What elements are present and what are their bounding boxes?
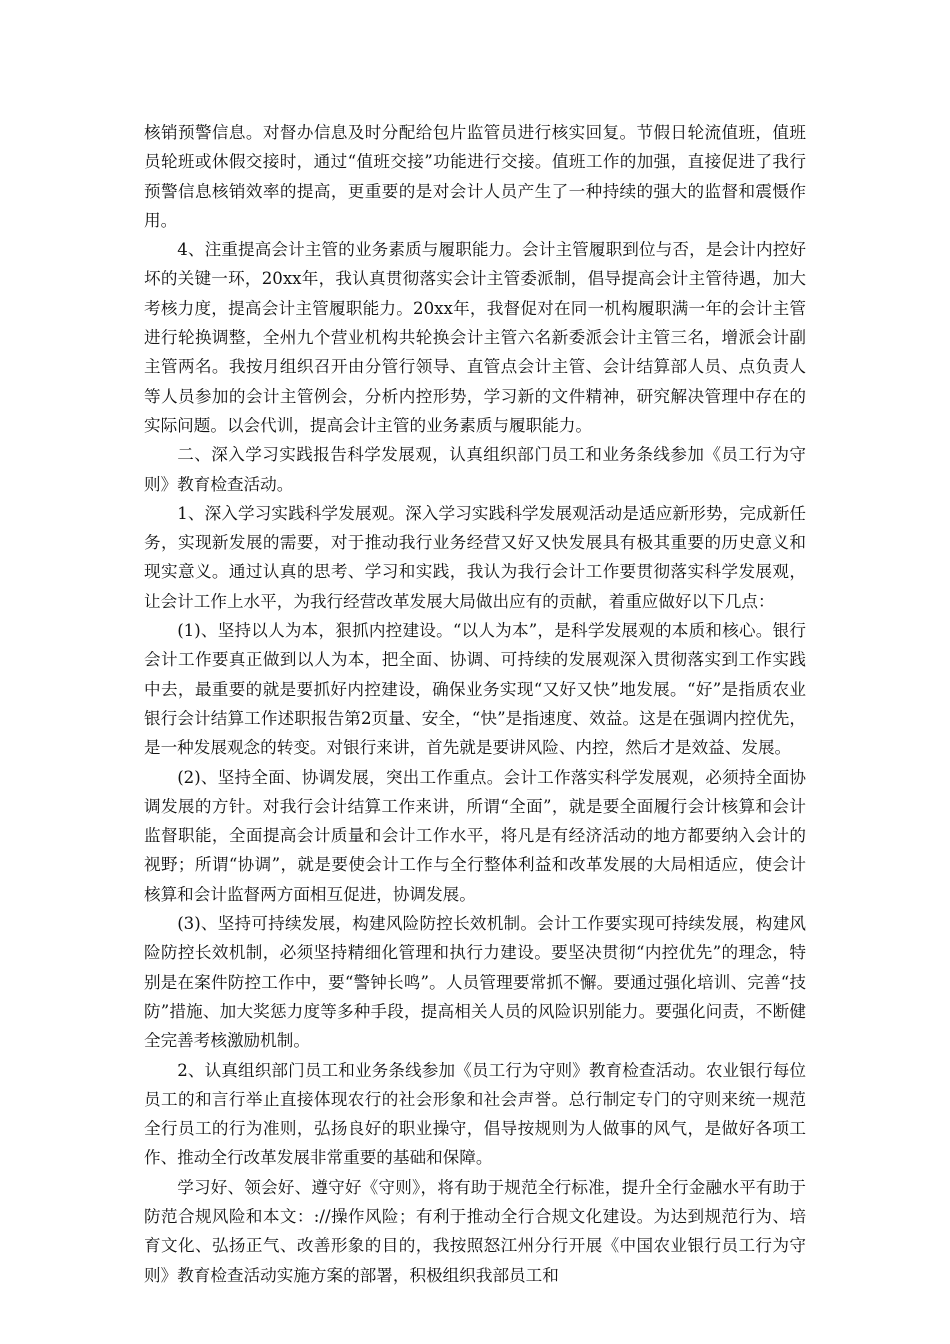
paragraph-3: 二、深入学习实践报告科学发展观，认真组织部门员工和业务条线参加《员工行为守则》教育检查活动。 [144,445,806,494]
document-body [144,118,806,1290]
paragraph-8: 2、认真组织部门员工和业务条线参加《员工行为守则》教育检查活动。农业银行每位员工的和言行举止直接体现农行的社会形象和社会声誉。总行制定专门的守则来统一规范全行员工的行为准则，弘扬良好的职业操守，倡导按规则为人做事的风气，是做好各项工作、推动全行改革发展非常重要的基础和保障。 [144,1060,806,1168]
paragraph-5: (1)、坚持以人为本，狠抓内控建设。“以人为本”，是科学发展观的本质和核心。银行会计工作要真正做到以人为本，把全面、协调、可持续的发展观深入贯彻落实到工作实践中去，最重要的就是要抓好内控建设，确保业务实现“又好又快”地发展。“好”是指质农业银行会计结算工作述职报告第2页量、安全，“快”是指速度、效益。这是在强调内控优先，是一种发展观念的转变。对银行来讲，首先就是要讲风险、内控，然后才是效益、发展。 [144,621,806,758]
paragraph-6: (2)、坚持全面、协调发展，突出工作重点。会计工作落实科学发展观，必须持全面协调发展的方针。对我行会计结算工作来讲，所谓“全面”，就是要全面履行会计核算和会计监督职能，全面提高会计质量和会计工作水平，将凡是有经济活动的地方都要纳入会计的视野；所谓“协调”，就是要使会计工作与全行整体利益和改革发展的大局相适应，使会计核算和会计监督两方面相互促进，协调发展。 [144,767,806,904]
paragraph-1: 核销预警信息。对督办信息及时分配给包片监管员进行核实回复。节假日轮流值班，值班员轮班或休假交接时，通过“值班交接”功能进行交接。值班工作的加强，直接促进了我行预警信息核销效率的提高，更重要的是对会计人员产生了一种持续的强大的监督和震慑作用。 [144,123,806,230]
paragraph-2: 4、注重提高会计主管的业务素质与履职能力。会计主管履职到位与否，是会计内控好坏的关键一环，20xx年，我认真贯彻落实会计主管委派制，倡导提高会计主管待遇，加大考核力度，提高会计主管履职能力。20xx年，我督促对在同一机构履职满一年的会计主管进行轮换调整，全州九个营业机构共轮换会计主管六名新委派会计主管三名，增派会计副主管两名。我按月组织召开由分管行领导、直管点会计主管、会计结算部人员、点负责人等人员参加的会计主管例会，分析内控形势，学习新的文件精神，研究解决管理中存在的实际问题。以会代训，提高会计主管的业务素质与履职能力。 [144,240,806,435]
paragraph-9: 学习好、领会好、遵守好《守则》，将有助于规范全行标准，提升全行金融水平有助于防范合规风险和本文：://操作风险；有利于推动全行合规文化建设。为达到规范行为、培育文化、弘扬正气、改善形象的目的，我按照怒江州分行开展《中国农业银行员工行为守则》教育检查活动实施方案的部署，积极组织我部员工和 [144,1177,806,1285]
paragraph-4: 1、深入学习实践科学发展观。深入学习实践科学发展观活动是适应新形势，完成新任务，实现新发展的需要，对于推动我行业务经营又好又快发展具有极其重要的历史意义和现实意义。通过认真的思考、学习和实践，我认为我行会计工作要贯彻落实科学发展观，让会计工作上水平，为我行经营改革发展大局做出应有的贡献，着重应做好以下几点： [144,503,806,611]
paragraph-7: (3)、坚持可持续发展，构建风险防控长效机制。会计工作要实现可持续发展，构建风险防控长效机制，必须坚持精细化管理和执行力建设。要坚决贯彻“内控优先”的理念，特别是在案件防控工作中，要“警钟长鸣”。人员管理要常抓不懈。要通过强化培训、完善“技防”措施、加大奖惩力度等多种手段，提高相关人员的风险识别能力。要强化问责，不断健全完善考核激励机制。 [144,914,806,1051]
